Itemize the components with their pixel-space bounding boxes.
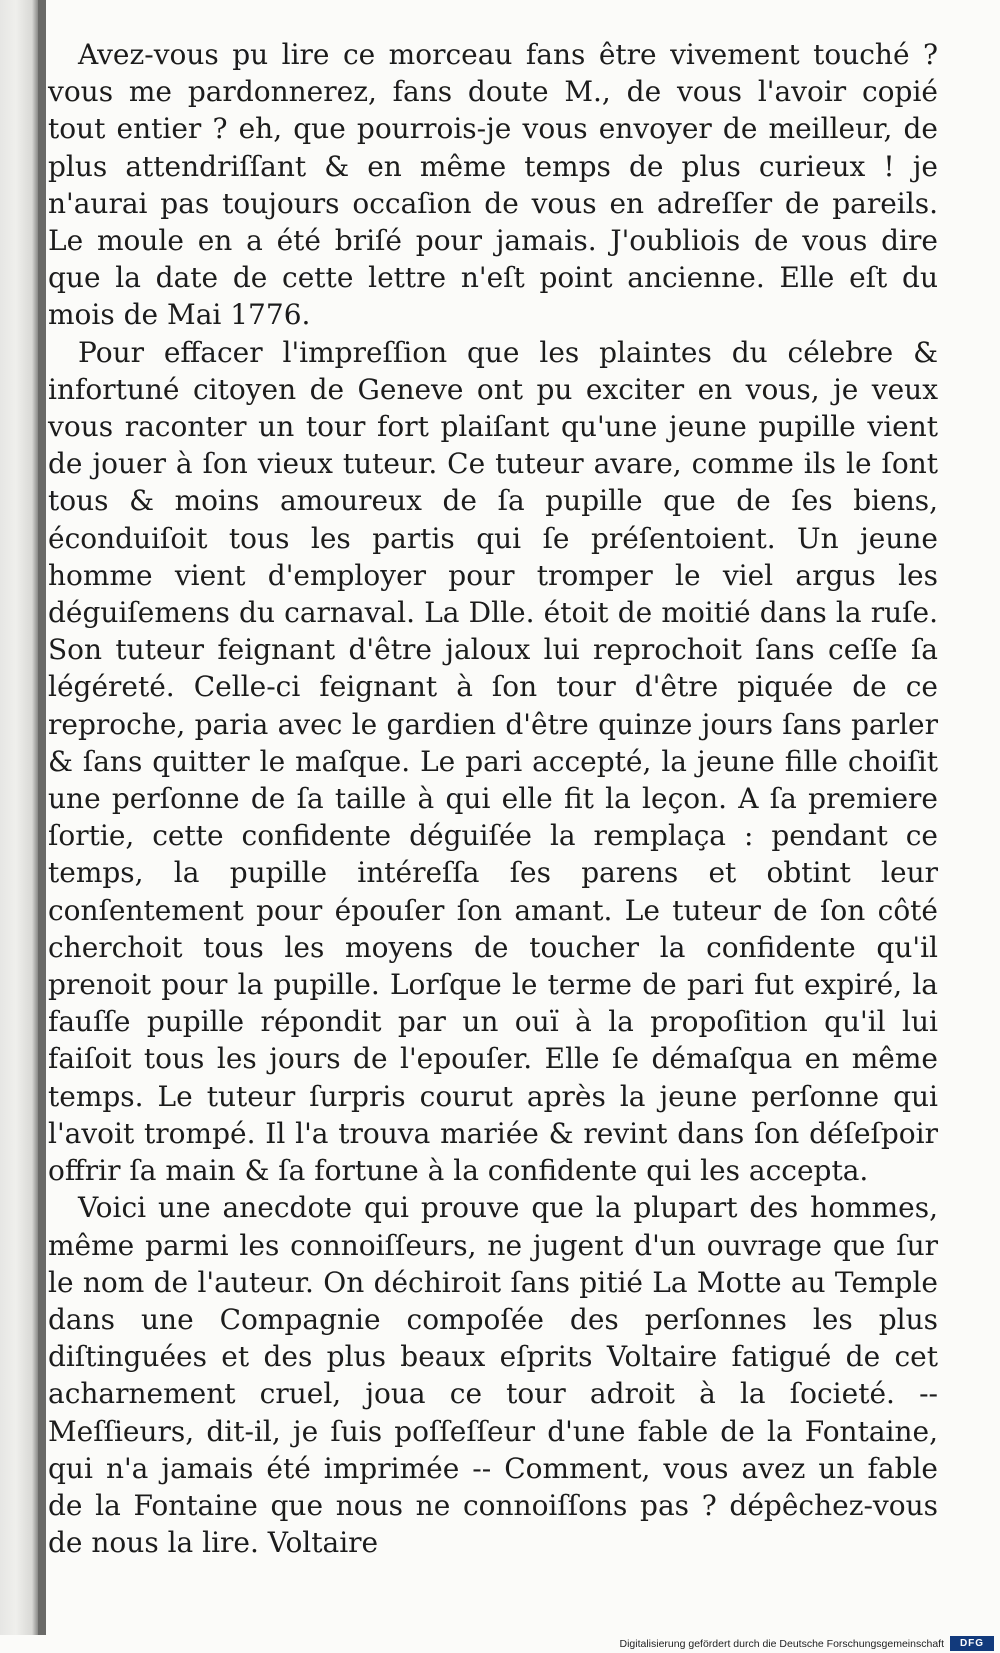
book-gutter [0, 0, 40, 1635]
digitization-credit: Digitalisierung gefördert durch die Deutsche Forschungsgemeinschaft [619, 1638, 944, 1650]
page-text [48, 36, 938, 1561]
paragraph-pupil-anecdote: Pour effacer l'impreſſion que les plaintes du célebre & infortuné citoyen de Geneve ont pu exciter en vous, je veux vous raconter un tour fort plaiſant qu'une jeune pupille vient de jouer à ſon vieux tuteur. Ce tuteur avare, comme ils le ſont tous & moins amoureux de ſa pupille que de ſes biens, éconduiſoit tous les partis qui ſe préſentoient. Un jeune homme vient d'employer pour tromper le viel argus les déguiſemens du carnaval. La Dlle. étoit de moitié dans la ruſe. Son tuteur feignant d'être jaloux lui reprochoit ſans ceſſe ſa légéreté. Celle-ci feignant à ſon tour d'être piquée de ce reproche, paria avec le gardien d'être quinze jours ſans parler & ſans quitter le maſque. Le pari accepté, la jeune fille choiſit une perſonne de ſa taille à qui elle fit la leçon. A ſa premiere ſortie, cette confidente déguiſée la remplaça : pendant ce temps, la pupille intéreſſa ſes parens et obtint leur conſentement pour épouſer ſon amant. Le tuteur de ſon côté cherchoit tous les moyens de toucher la confidente qu'il prenoit pour la pupille. Lorſque le terme de pari fut expiré, la fauſſe pupille répondit par un ouï à la propoſition qu'il lui faiſoit tous les jours de l'epouſer. Elle ſe démaſqua en même temps. Le tuteur ſurpris courut après la jeune perſonne qui l'avoit trompé. Il l'a trouva mariée & revint dans ſon déſeſpoir offrir ſa main & ſa fortune à la confidente qui les accepta. [48, 335, 938, 1188]
paragraph-voltaire-anecdote: Voici une anecdote qui prouve que la plupart des hommes, même parmi les connoiſſeurs, ne jugent d'un ouvrage que ſur le nom de l'auteur. On déchiroit ſans pitié La Motte au Temple dans une Compagnie compoſée des perſonnes les plus diſtinguées et des plus beaux eſprits Voltaire fatigué de cet acharnement cruel, joua ce tour adroit à la ſocieté. -- Meſſieurs, dit-il, je ſuis poſſeſſeur d'une fable de la Fontaine, qui n'a jamais été imprimée -- Comment, vous avez un fable de la Fontaine que nous ne connoiſſons pas ? dépêchez-vous de nous la lire. Voltaire [48, 1191, 938, 1560]
paragraph-letter-conclusion: Avez-vous pu lire ce morceau fans être vivement touché ? vous me pardonnerez, fans doute M., de vous l'avoir copié tout entier ? eh, que pourrois-je vous envoyer de meilleur, de plus attendriſſant & en même temps de plus curieux ! je n'aurai pas toujours occaſion de vous en adreſſer de pareils. Le moule en a été briſé pour jamais. J'oubliois de vous dire que la date de cette lettre n'eſt point ancienne. Elle eſt du mois de Mai 1776. [48, 38, 938, 332]
dfg-logo: DFG [950, 1636, 994, 1651]
gutter-shadow [38, 0, 46, 1635]
